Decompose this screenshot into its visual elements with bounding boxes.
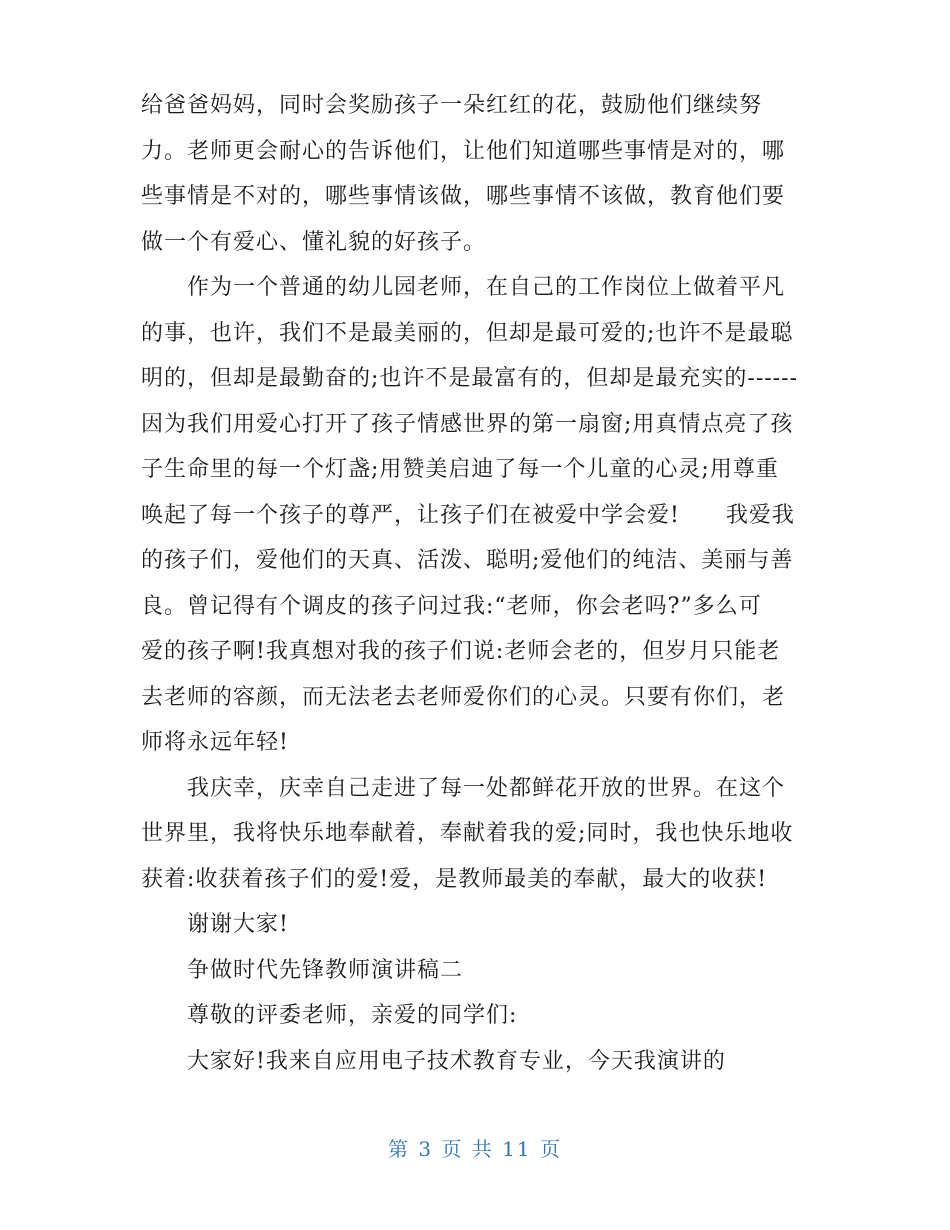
text-line: 世界里，我将快乐地奉献着，奉献着我的爱;同时，我也快乐地收 [141,821,794,846]
text-line: 唤起了每一个孩子的尊严，让孩子们在被爱中学会爱! 我爱我 [141,503,795,528]
text-line: 力。老师更会耐心的告诉他们，让他们知道哪些事情是对的，哪 [141,139,786,164]
text-line: 获着:收获着孩子们的爱!爱，是教师最美的奉献，最大的收获! [141,867,768,892]
text-line: 爱的孩子啊!我真想对我的孩子们说:老师会老的，但岁月只能老 [141,639,781,664]
text-line: 明的，但却是最勤奋的;也许不是最富有的，但却是最充实的------ [141,366,799,391]
text-line: 因为我们用爱心打开了孩子情感世界的第一扇窗;用真情点亮了孩 [141,412,794,437]
text-line: 去老师的容颜，而无法老去老师爱你们的心灵。只要有你们，老 [141,685,786,710]
text-line: 师将永远年轻! [141,730,289,755]
section-heading: 争做时代先锋教师演讲稿二 [141,958,464,983]
text-line: 做一个有爱心、懂礼貌的好孩子。 [141,230,487,255]
page-number-footer: 第 3 页 共 11 页 [388,1137,562,1161]
text-line: 子生命里的每一个灯盏;用赞美启迪了每一个儿童的心灵;用尊重 [141,457,779,482]
text-line: 的事，也许，我们不是最美丽的，但却是最可爱的;也许不是最聪 [141,321,794,346]
text-line: 谢谢大家! [141,912,289,937]
text-line: 作为一个普通的幼儿园老师，在自己的工作岗位上做着平凡 [141,275,786,300]
text-line: 给爸爸妈妈，同时会奖励孩子一朵红红的花，鼓励他们继续努 [141,93,763,118]
text-line: 些事情是不对的，哪些事情该做，哪些事情不该做，教育他们要 [141,184,786,209]
text-line: 我庆幸，庆幸自己走进了每一处都鲜花开放的世界。在这个 [141,776,786,801]
text-line: 大家好!我来自应用电子技术教育专业，今天我演讲的 [141,1049,726,1074]
text-line: 的孩子们，爱他们的天真、活泼、聪明;爱他们的纯洁、美丽与善 [141,548,794,573]
text-line: 良。曾记得有个调皮的孩子问过我:“老师，你会老吗?”多么可 [141,594,762,619]
text-line: 尊敬的评委老师，亲爱的同学们: [141,1003,518,1028]
